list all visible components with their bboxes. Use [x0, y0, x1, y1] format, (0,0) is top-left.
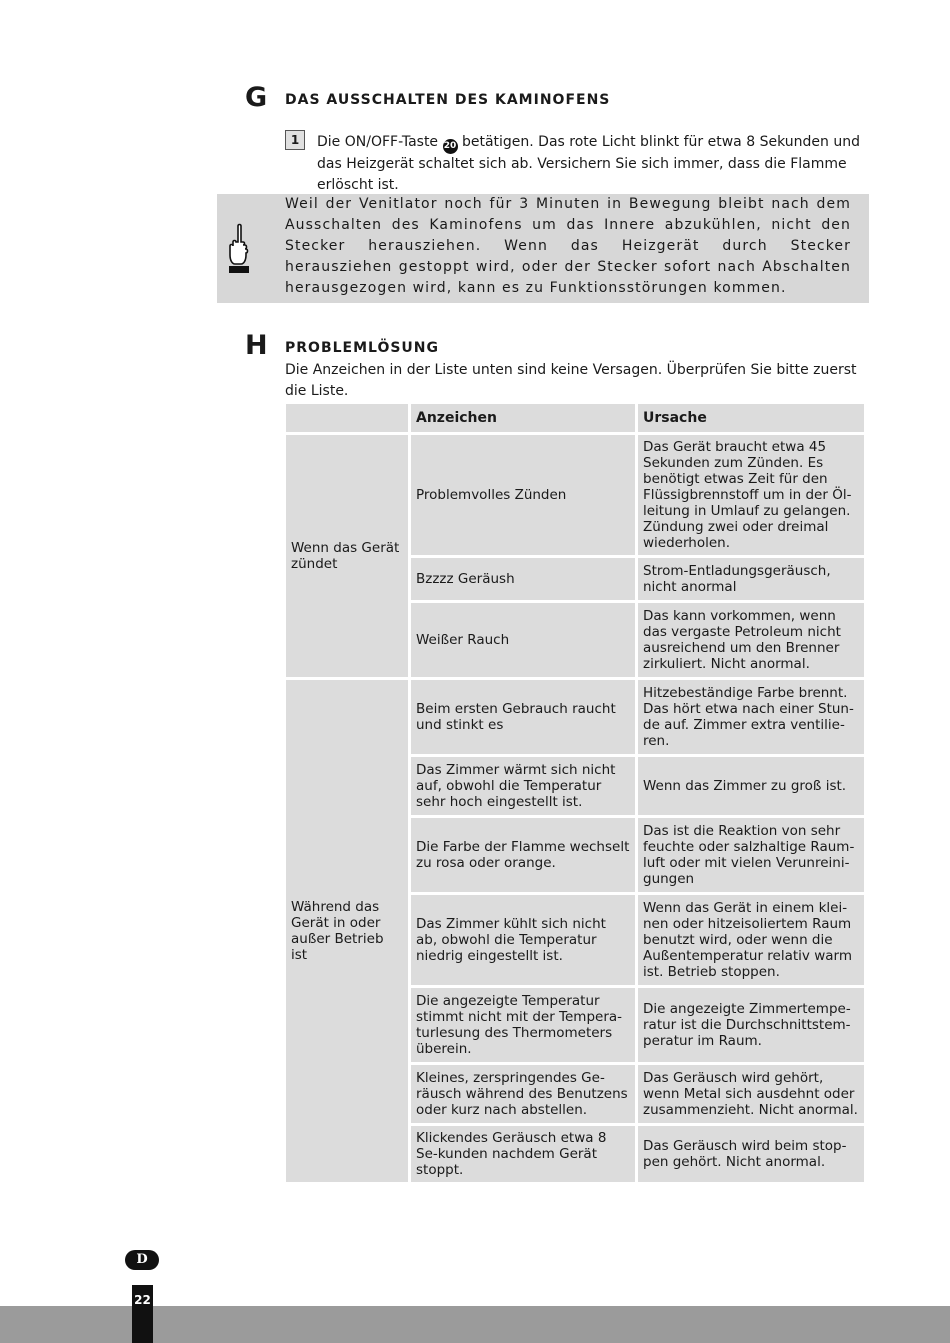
cause-cell: Die angezeigte Zimmertempe-ratur ist die Durchschnittstem-peratur im Raum.: [638, 988, 864, 1062]
language-badge: D: [125, 1250, 159, 1270]
situation-cell: Während das Gerät in oder außer Betrieb ist: [286, 680, 408, 1182]
note-text: Weil der Venitlator noch für 3 Minuten in Bewegung bleibt nach dem Ausschalten des Kaminofens um das Innere abzukühlen, nicht den Stecker herausziehen. Wenn das Heizgerät durch Stecker herausziehen gestoppt wird, oder der Stecker sofort nach Abschalten herausgezogen wird, kann es zu Funktionsstörungen kommen.: [285, 196, 851, 296]
section-g-title: DAS AUSSCHALTEN DES KAMINOFENS: [285, 92, 611, 108]
header-cause: Ursache: [638, 404, 864, 432]
sign-cell: Weißer Rauch: [411, 603, 635, 677]
step-text-before: Die ON/OFF-Taste: [317, 134, 443, 150]
step-text: [317, 132, 877, 196]
sign-cell: Klickendes Geräusch etwa 8 Se-kunden nachdem Gerät stoppt.: [411, 1126, 635, 1182]
cause-cell: Strom-Entladungsgeräusch, nicht anormal: [638, 558, 864, 600]
cause-cell: Hitzebeständige Farbe brennt. Das hört etwa nach einer Stun-de auf. Zimmer extra ventilie-ren.: [638, 680, 864, 754]
sign-cell: Das Zimmer wärmt sich nicht auf, obwohl die Temperatur sehr hoch eingestellt ist.: [411, 757, 635, 815]
sign-cell: Kleines, zerspringendes Ge-räusch während des Benutzens oder kurz nach abstellen.: [411, 1065, 635, 1123]
cause-cell: Wenn das Zimmer zu groß ist.: [638, 757, 864, 815]
troubleshooting-table: [283, 401, 867, 1185]
sign-cell: Die angezeigte Temperatur stimmt nicht mit der Tempera-turlesung des Thermometers überein.: [411, 988, 635, 1062]
sign-cell: Beim ersten Gebrauch raucht und stinkt es: [411, 680, 635, 754]
header-situation: [286, 404, 408, 432]
section-g-letter: G: [245, 82, 268, 113]
pointing-hand-icon: [227, 222, 251, 274]
cause-cell: Das kann vorkommen, wenn das vergaste Petroleum nicht ausreichend um den Brenner zirkuliert. Nicht anormal.: [638, 603, 864, 677]
sign-cell: Bzzzz Geräush: [411, 558, 635, 600]
situation-cell: Wenn das Gerät zündet: [286, 435, 408, 677]
warning-note: [217, 194, 869, 303]
sign-cell: Das Zimmer kühlt sich nicht ab, obwohl die Temperatur niedrig eingestellt ist.: [411, 895, 635, 985]
cause-cell: Das Geräusch wird gehört, wenn Metal sich ausdehnt oder zusammenzieht. Nicht anormal.: [638, 1065, 864, 1123]
table-row: [286, 435, 864, 555]
sign-cell: Problemvolles Zünden: [411, 435, 635, 555]
table-header-row: [286, 404, 864, 432]
section-h-letter: H: [245, 330, 268, 361]
cause-cell: Das ist die Reaktion von sehr feuchte oder salzhaltige Raum-luft oder mit vielen Verunreini-gungen: [638, 818, 864, 892]
section-h-intro: Die Anzeichen in der Liste unten sind keine Versagen. Überprüfen Sie bitte zuerst die Liste.: [285, 362, 857, 399]
section-h-title: PROBLEMLÖSUNG: [285, 340, 440, 356]
header-sign: Anzeichen: [411, 404, 635, 432]
cause-cell: Wenn das Gerät in einem klei-nen oder hitzeisoliertem Raum benutzt wird, oder wenn die Außentemperatur relativ warm ist. Betrieb stoppen.: [638, 895, 864, 985]
cause-cell: Das Gerät braucht etwa 45 Sekunden zum Zünden. Es benötigt etwas Zeit für den Flüssigbrennstoff um in der Öl-leitung in Umlauf zu gelangen. Zündung zwei oder dreimal wiederholen.: [638, 435, 864, 555]
page-number: 22: [134, 1293, 151, 1307]
cause-cell: Das Geräusch wird beim stop-pen gehört. Nicht anormal.: [638, 1126, 864, 1182]
step-text-after: betätigen. Das rote Licht blinkt für etwa 8 Sekunden und das Heizgerät schaltet sich ab. Versichern Sie sich immer, dass die Flamme erlöscht ist.: [317, 134, 860, 193]
button-ref-badge: 20: [443, 139, 458, 154]
sign-cell: Die Farbe der Flamme wechselt zu rosa oder orange.: [411, 818, 635, 892]
step-number: 1: [285, 130, 305, 150]
table-row: [286, 680, 864, 754]
